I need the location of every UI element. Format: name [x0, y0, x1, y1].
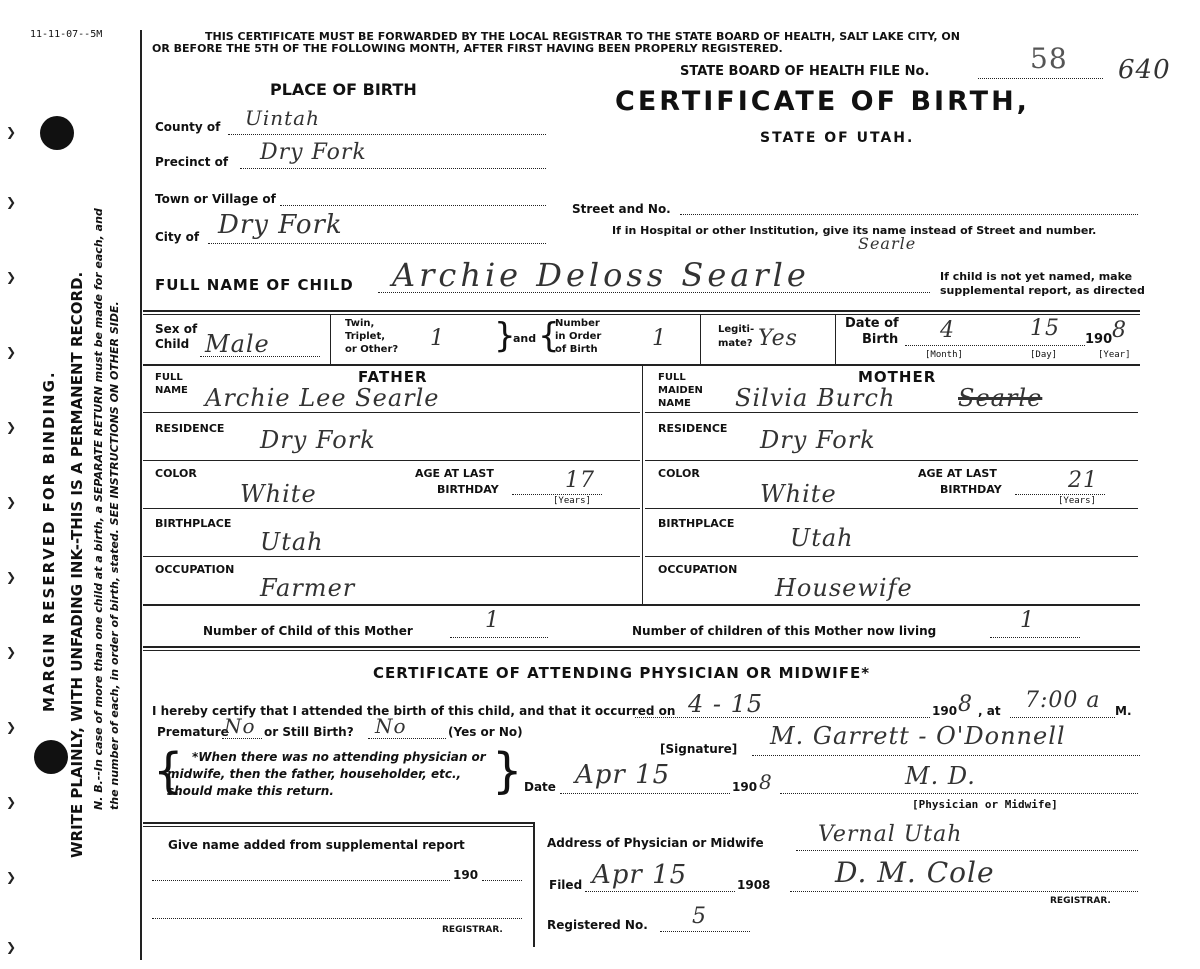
father-residence-value: Dry Fork	[260, 426, 376, 454]
mother-birthplace-value: Utah	[790, 524, 854, 552]
filed-year-value: 1908	[737, 878, 771, 892]
margin-tick: ❯	[6, 570, 17, 584]
child-num-line	[450, 637, 548, 638]
mother-row-line1	[645, 412, 1138, 413]
margin-tick: ❯	[6, 940, 17, 954]
legit-label1: Legiti-	[718, 324, 755, 335]
not-named-note-line1: If child is not yet named, make	[940, 270, 1133, 283]
father-name-value: Archie Lee Searle	[205, 384, 440, 412]
time-value: 7:00 a	[1025, 688, 1101, 713]
county-label: County of	[155, 120, 221, 134]
child-box-divider2	[700, 314, 701, 364]
father-years-label: [Years]	[553, 496, 591, 506]
child-name-label: FULL NAME OF CHILD	[155, 276, 354, 294]
state-label: STATE OF UTAH.	[760, 130, 915, 146]
father-color-value: White	[240, 480, 317, 508]
father-full-label1: FULL	[155, 372, 183, 383]
filed-date-value: Apr 15	[592, 860, 688, 890]
precinct-label: Precinct of	[155, 155, 229, 169]
form-code: 11-11-07--5M	[30, 29, 103, 40]
father-residence-label: RESIDENCE	[155, 422, 225, 435]
father-age-value: 17	[565, 468, 595, 493]
legit-label2: mate?	[718, 338, 753, 349]
physician-heading: CERTIFICATE OF ATTENDING PHYSICIAN OR MIDWIFE*	[373, 664, 871, 682]
child-box-top	[143, 310, 1140, 312]
father-row-line2	[143, 460, 640, 461]
order-label1: Number	[555, 318, 600, 329]
county-value: Uintah	[245, 106, 320, 130]
credential-value: M. D.	[905, 762, 976, 790]
living-label: Number of children of this Mother now living	[632, 624, 937, 638]
mother-heading: MOTHER	[858, 368, 937, 386]
mother-years-label: [Years]	[1058, 496, 1096, 506]
dob-year: 8	[1112, 318, 1127, 343]
filing-registrar-label: REGISTRAR.	[1050, 896, 1111, 906]
date-label: Date	[524, 780, 556, 794]
sex-label1: Sex of	[155, 322, 198, 336]
child-num-value: 1	[485, 608, 500, 633]
order-label2: in Order	[555, 331, 602, 342]
child-box-top2	[143, 314, 1140, 315]
and-label: and	[513, 332, 537, 345]
legit-value: Yes	[758, 326, 798, 351]
mother-occupation-label: OCCUPATION	[658, 563, 738, 576]
margin-tick: ❯	[6, 795, 17, 809]
place-of-birth-heading: PLACE OF BIRTH	[270, 80, 417, 99]
town-label: Town or Village of	[155, 192, 276, 206]
mother-age-label2: BIRTHDAY	[940, 483, 1002, 496]
premature-line	[222, 738, 262, 739]
mother-color-label: COLOR	[658, 467, 700, 480]
bottom-left-box-top2	[143, 826, 533, 827]
certificate-title: CERTIFICATE OF BIRTH,	[615, 86, 1030, 117]
address-label: Address of Physician or Midwife	[547, 836, 764, 850]
certify-text: I hereby certify that I attended the birth of this child, and that it occurred on	[152, 704, 676, 718]
living-line	[990, 637, 1080, 638]
father-row-line1	[143, 412, 640, 413]
physician-note-line1: *When there was no attending physician or	[192, 750, 486, 764]
registered-label: Registered No.	[547, 918, 648, 932]
father-occupation-value: Farmer	[260, 574, 356, 602]
father-occupation-label: OCCUPATION	[155, 563, 235, 576]
not-named-note-line2: supplemental report, as directed	[940, 284, 1145, 297]
stillbirth-line	[368, 738, 446, 739]
margin-tick: ❯	[6, 720, 17, 734]
signature-label: [Signature]	[660, 742, 738, 756]
father-birthplace-label: BIRTHPLACE	[155, 517, 232, 530]
dob-year-prefix: 190	[1085, 332, 1113, 347]
margin-tick: ❯	[6, 195, 17, 209]
mother-name-struck: Searle	[958, 384, 1043, 412]
supplemental-registrar-line	[152, 918, 522, 919]
sex-value: Male	[205, 330, 270, 358]
address-value: Vernal Utah	[818, 822, 963, 847]
dob-day: 15	[1030, 316, 1060, 341]
margin-tick: ❯	[6, 645, 17, 659]
date-year-value: 8	[759, 770, 773, 794]
occurred-year-prefix: 190	[932, 704, 958, 718]
physician-note-line3: should make this return.	[167, 784, 334, 798]
dob-line	[905, 345, 1085, 346]
twin-value: 1	[430, 326, 445, 351]
living-value: 1	[1020, 608, 1035, 633]
father-age-label2: BIRTHDAY	[437, 483, 499, 496]
note-brace-left: {	[153, 743, 184, 799]
mother-birthplace-label: BIRTHPLACE	[658, 517, 735, 530]
occurred-date-line	[635, 717, 930, 718]
street-line	[680, 214, 1138, 215]
mother-age-line	[1015, 494, 1105, 495]
father-full-label2: NAME	[155, 385, 188, 396]
margin-tick: ❯	[6, 870, 17, 884]
physician-note-line2: midwife, then the father, householder, etc.,	[167, 767, 462, 781]
order-label3: of Birth	[555, 344, 598, 355]
date-value: Apr 15	[575, 760, 671, 790]
premature-value: No	[224, 714, 256, 738]
counts-bottom-line	[143, 646, 1140, 648]
brace-1: }	[494, 316, 516, 356]
binding-hole-bottom	[34, 740, 68, 774]
signature-value: M. Garrett - O'Donnell	[770, 722, 1066, 750]
father-age-line	[512, 494, 602, 495]
premature-label: Premature	[157, 725, 229, 739]
father-row-line3	[143, 508, 640, 509]
mother-row-line2	[645, 460, 1138, 461]
file-no-label: STATE BOARD OF HEALTH FILE No.	[680, 64, 930, 79]
twin-label2: Triplet,	[345, 331, 386, 342]
child-name-correction: Searle	[858, 234, 917, 253]
note-brace-right: }	[492, 743, 523, 799]
city-line	[208, 243, 546, 244]
precinct-line	[240, 168, 546, 169]
mother-row-line3	[645, 508, 1138, 509]
stillbirth-value: No	[375, 714, 407, 738]
sex-line	[200, 356, 320, 357]
order-value: 1	[652, 326, 667, 351]
city-value: Dry Fork	[218, 210, 343, 240]
registrar-signature: D. M. Cole	[835, 856, 995, 889]
left-border	[140, 30, 142, 960]
occurred-date-value: 4 - 15	[688, 690, 764, 718]
mother-full-label2: MAIDEN	[658, 385, 703, 396]
supplemental-year-prefix: 190	[453, 868, 479, 882]
parents-center-divider	[642, 366, 643, 606]
twin-label3: or Other?	[345, 344, 399, 355]
hospital-note: If in Hospital or other Institution, give its name instead of Street and number.	[612, 224, 1097, 237]
father-age-label1: AGE AT LAST	[415, 467, 494, 480]
child-box-divider3	[835, 314, 836, 364]
registered-line	[660, 931, 750, 932]
signature-line	[752, 755, 1140, 756]
registrar-sign-line	[790, 891, 1138, 892]
header-instruction-line2: OR BEFORE THE 5TH OF THE FOLLOWING MONTH, AFTER FIRST HAVING BEEN PROPERLY REGISTERED.	[152, 42, 783, 55]
margin-tick: ❯	[6, 125, 17, 139]
role-label: [Physician or Midwife]	[912, 798, 1058, 811]
street-label: Street and No.	[572, 202, 671, 216]
mother-age-value: 21	[1068, 468, 1098, 493]
twin-label1: Twin,	[345, 318, 375, 329]
mother-residence-value: Dry Fork	[760, 426, 876, 454]
registered-value: 5	[692, 904, 707, 929]
father-birthplace-value: Utah	[260, 528, 324, 556]
supplemental-heading: Give name added from supplemental report	[168, 838, 465, 852]
at-label: , at	[978, 704, 1001, 718]
child-num-label: Number of Child of this Mother	[203, 624, 413, 638]
address-line	[796, 850, 1138, 851]
margin-tick: ❯	[6, 495, 17, 509]
file-no-extra: 640	[1118, 55, 1171, 85]
mother-residence-label: RESIDENCE	[658, 422, 728, 435]
parents-bottom	[143, 604, 1140, 606]
time-line	[1010, 717, 1115, 718]
margin-tick: ❯	[6, 420, 17, 434]
dob-label2: Birth	[862, 332, 899, 347]
occurred-year-value: 8	[958, 692, 973, 717]
binding-hole-top	[40, 116, 74, 150]
brace-2: {	[538, 316, 560, 356]
sex-label2: Child	[155, 337, 190, 351]
margin-tick: ❯	[6, 270, 17, 284]
mother-occupation-value: Housewife	[775, 574, 913, 602]
father-heading: FATHER	[358, 368, 428, 386]
town-line	[280, 205, 546, 206]
filed-line	[585, 891, 735, 892]
mother-name-value: Silvia Burch	[735, 384, 896, 412]
child-box-divider1	[330, 314, 331, 364]
bottom-divider	[533, 822, 535, 947]
counts-bottom-line2	[143, 650, 1140, 651]
date-line	[560, 793, 730, 794]
margin-ink-text: WRITE PLAINLY, WITH UNFADING INK--THIS IS A PERMANENT RECORD.	[68, 271, 86, 858]
header-instruction-line1: THIS CERTIFICATE MUST BE FORWARDED BY THE LOCAL REGISTRAR TO THE STATE BOARD OF HEALTH, SALT LAKE CITY, ON	[205, 30, 960, 43]
date-year-prefix: 190	[732, 780, 758, 794]
filed-label: Filed	[549, 878, 583, 892]
mother-color-value: White	[760, 480, 837, 508]
dob-label1: Date of	[845, 316, 899, 331]
margin-note-line2: the number of each, in order of birth, stated. SEE INSTRUCTIONS ON OTHER SIDE.	[108, 301, 121, 810]
mother-full-label3: NAME	[658, 398, 691, 409]
supplemental-registrar-label: REGISTRAR.	[442, 925, 503, 935]
m-label: M.	[1115, 704, 1132, 718]
margin-binding-text: MARGIN RESERVED FOR BINDING.	[40, 370, 58, 712]
mother-row-line4	[645, 556, 1138, 557]
credential-line	[780, 793, 1138, 794]
file-no-line	[978, 78, 1103, 79]
day-label: [Day]	[1030, 350, 1058, 360]
year-label: [Year]	[1098, 350, 1131, 360]
mother-full-label1: FULL	[658, 372, 686, 383]
father-color-label: COLOR	[155, 467, 197, 480]
city-label: City of	[155, 230, 200, 244]
month-label: [Month]	[925, 350, 963, 360]
margin-tick: ❯	[6, 345, 17, 359]
precinct-value: Dry Fork	[260, 140, 367, 165]
stillbirth-label: or Still Birth?	[264, 725, 354, 739]
child-name-value: Archie Deloss Searle	[392, 256, 810, 294]
dob-month: 4	[940, 318, 955, 343]
bottom-left-box-top	[143, 822, 533, 824]
father-row-line4	[143, 556, 640, 557]
margin-note-line1: N. B.--In case of more than one child at a birth, a SEPARATE RETURN must be made for each, and	[92, 208, 105, 810]
mother-age-label1: AGE AT LAST	[918, 467, 997, 480]
yesno-label: (Yes or No)	[448, 725, 523, 739]
supplemental-line1	[152, 880, 450, 881]
file-no-value: 58	[1030, 42, 1068, 75]
county-line	[228, 134, 546, 135]
supplemental-line2	[482, 880, 522, 881]
